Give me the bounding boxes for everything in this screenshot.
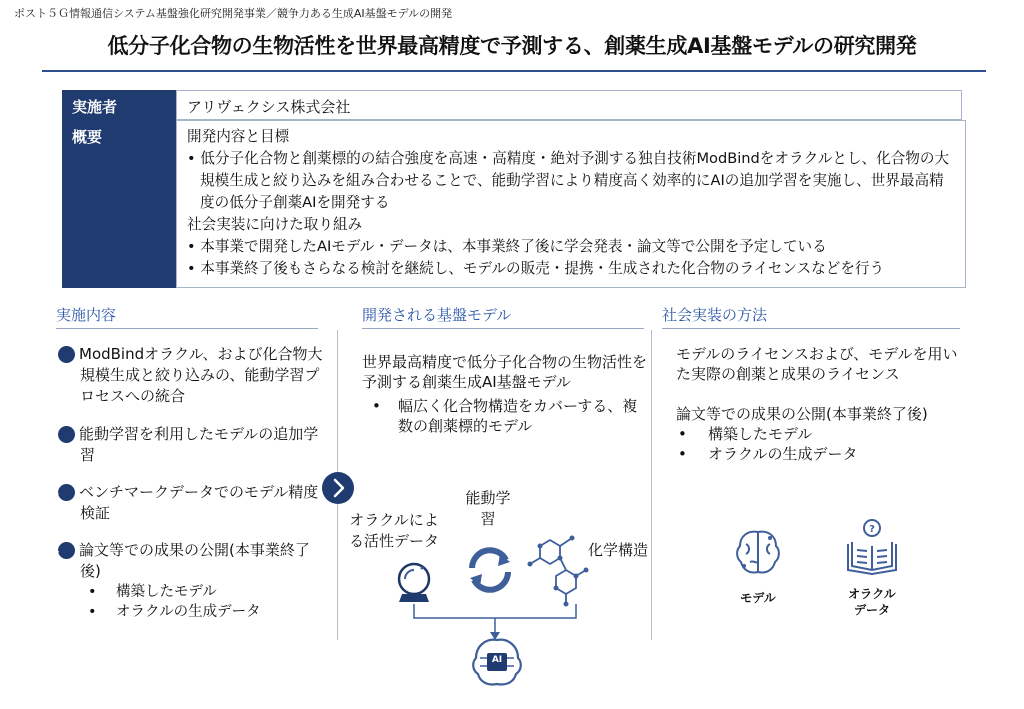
summary-heading-goals: 開発内容と目標 xyxy=(187,128,290,145)
book-question-icon xyxy=(842,518,902,578)
section-heading-implementation: 実施内容 xyxy=(56,304,318,329)
list-item xyxy=(51,424,330,466)
social-description xyxy=(676,344,964,464)
list-item-text: ModBindオラクル、および化合物大規模生成と絞り込みの、能動学習プロセスへの統合 xyxy=(79,345,323,405)
social-license-text: モデルのライセンスおよび、モデルを用いた実際の創薬と成果のライセンス xyxy=(676,345,958,383)
list-item-text: ベンチマークデータでのモデル精度検証 xyxy=(79,483,319,522)
number-badge: 4 xyxy=(58,542,75,559)
summary-bullet-license: • 本事業終了後もさらなる検討を継続し、モデルの販売・提携・生成された化合物のライセンスなどを行う xyxy=(187,260,885,277)
section-heading-social: 社会実装の方法 xyxy=(662,304,960,329)
sub-list-item: • 構築したモデル xyxy=(88,584,217,600)
svg-text:?: ? xyxy=(869,524,875,535)
social-publish-text: 論文等での成果の公開(本事業終了後) xyxy=(676,405,928,423)
list-item xyxy=(51,482,330,524)
sub-list-item: • オラクルの生成データ xyxy=(88,604,261,620)
chevron-right-icon xyxy=(322,472,354,504)
list-item xyxy=(51,540,330,622)
section-heading-model: 開発される基盤モデル xyxy=(362,304,644,329)
chem-structure-label: 化学構造 xyxy=(588,541,649,559)
active-learning-label: 能動学習 xyxy=(465,489,511,528)
crystal-ball-icon xyxy=(392,560,436,606)
model-icon-label: モデル xyxy=(740,591,776,605)
sub-list-item: • 構築したモデル xyxy=(678,425,813,443)
title-divider xyxy=(42,70,986,72)
oracle-activity-label: オラクルによる活性データ xyxy=(348,511,439,550)
ai-badge-text: AI xyxy=(491,655,503,665)
executor-label: 実施者 xyxy=(62,90,176,120)
list-item xyxy=(51,344,330,407)
model-bullet: • 幅広く化合物構造をカバーする、複数の創薬標的モデル xyxy=(372,397,638,435)
model-description xyxy=(362,352,648,436)
summary-label: 概要 xyxy=(62,120,176,288)
summary-bullet-publish: • 本事業で開発したAIモデル・データは、本事業終了後に学会発表・論文等で公開を予定している xyxy=(187,238,827,255)
list-item-text: 論文等での成果の公開(本事業終了後) xyxy=(79,541,310,580)
number-badge: 1 xyxy=(58,346,75,363)
oracle-data-icon-label: オラクルデータ xyxy=(848,587,896,617)
breadcrumb: ポスト５Ｇ情報通信システム基盤強化研究開発事業／競争力ある生成AI基盤モデルの開発 xyxy=(14,7,453,20)
executor-value: アリヴェクシス株式会社 xyxy=(176,90,962,120)
list-item-text: 能動学習を利用したモデルの追加学習 xyxy=(79,425,319,464)
page-title: 低分子化合物の生物活性を世界最高精度で予測する、創薬生成AI基盤モデルの研究開発 xyxy=(107,34,917,58)
column-divider xyxy=(651,330,652,640)
brain-model-icon xyxy=(730,526,786,580)
model-text: 世界最高精度で低分子化合物の生物活性を予測する創薬生成AI基盤モデル xyxy=(362,353,648,391)
summary-bullet-goals: • 低分子化合物と創薬標的の結合強度を高速・高精度・絶対予測する独自技術ModBindをオラクルとし、化合物の大規模生成と絞り込みを組み合わせることで、能動学習により精度高く効率的にAIの追加学習を実施し、世界最高精度の低分子創薬AIを開発する xyxy=(187,150,950,211)
flow-arrow xyxy=(322,472,354,504)
number-badge: 2 xyxy=(58,426,75,443)
summary-box xyxy=(176,120,966,288)
sub-list-item: • オラクルの生成データ xyxy=(678,445,858,463)
refresh-cycle-icon xyxy=(460,540,520,600)
molecule-icon xyxy=(526,532,592,608)
number-badge: 3 xyxy=(58,484,75,501)
summary-heading-social: 社会実装に向けた取り組み xyxy=(187,216,363,233)
